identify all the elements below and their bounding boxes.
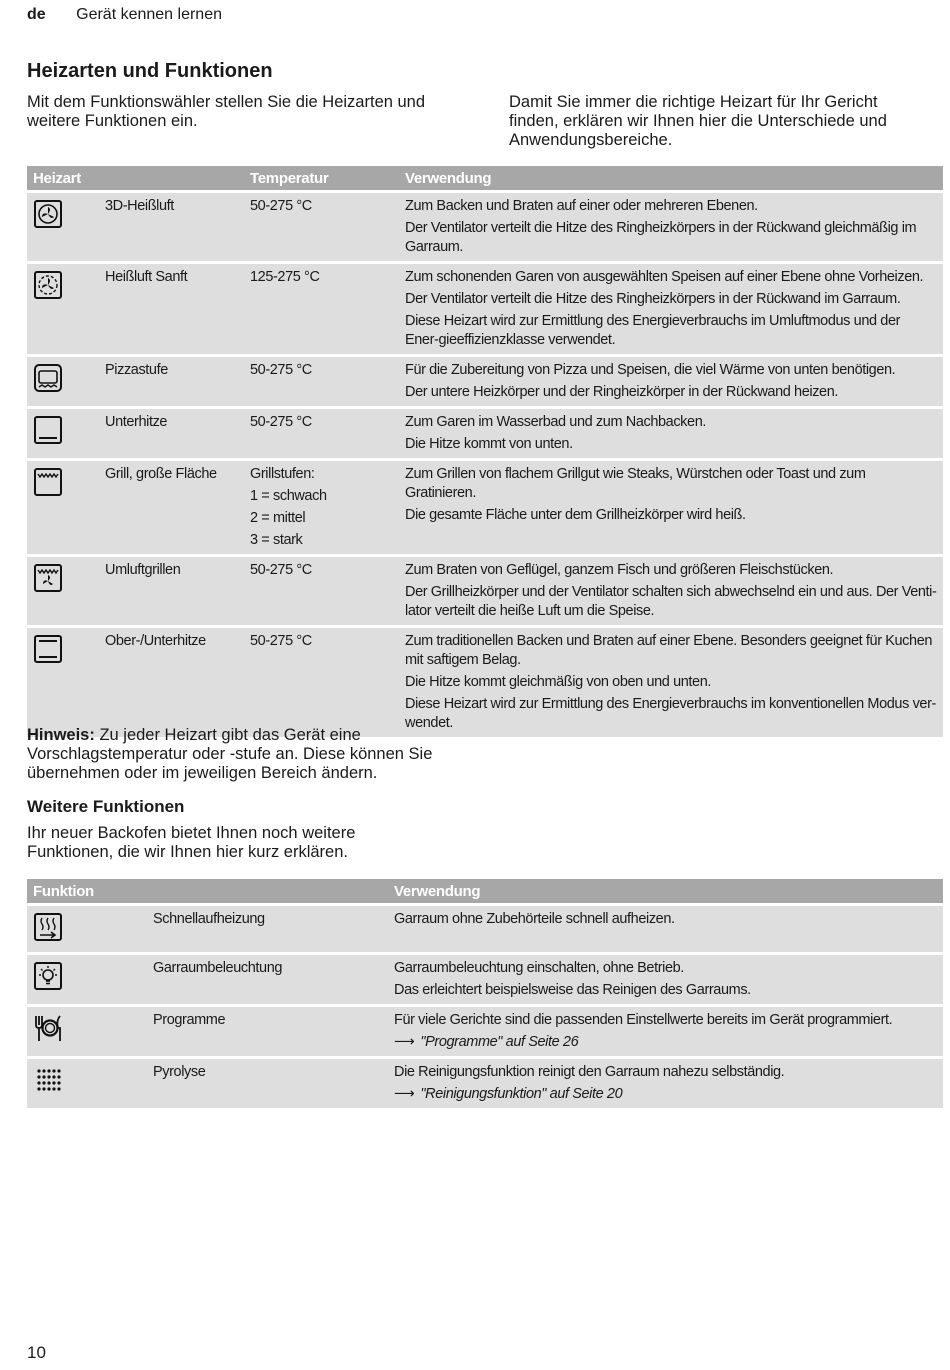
heating-mode-temperature xyxy=(244,409,399,458)
heating-mode-row xyxy=(27,193,943,261)
table-header-row xyxy=(27,166,943,190)
temperature-line: 50-275 °C xyxy=(250,198,312,214)
temperature-line: 50-275 °C xyxy=(250,633,312,649)
usage-paragraph: Die Reinigungsfunktion reinigt den Garraum nahezu selbständig. xyxy=(394,1064,785,1080)
header-temperatur: Temperatur xyxy=(244,166,399,190)
heating-mode-icon-cell xyxy=(27,461,99,554)
heating-modes-table xyxy=(27,163,943,740)
usage-paragraph: Garraum ohne Zubehörteile schnell aufheizen. xyxy=(394,911,675,927)
pizza-setting-icon xyxy=(33,363,63,393)
heating-mode-usage xyxy=(399,264,943,354)
bottom-heat-icon xyxy=(33,415,63,445)
heating-mode-usage xyxy=(399,409,943,458)
header-heizart: Heizart xyxy=(27,166,244,190)
function-usage xyxy=(388,955,943,1004)
function-row xyxy=(27,1059,943,1108)
usage-paragraph: Die gesamte Fläche unter dem Grillheizkörper wird heiß. xyxy=(405,507,746,523)
grill-large-area-icon xyxy=(33,467,63,497)
function-name: Programme xyxy=(147,1007,388,1056)
heating-mode-temperature xyxy=(244,193,399,261)
function-name: Schnellaufheizung xyxy=(147,906,388,952)
heating-mode-icon-cell xyxy=(27,264,99,354)
cross-reference[interactable] xyxy=(394,1033,937,1052)
temperature-line: 50-275 °C xyxy=(250,414,312,430)
temperature-line: 2 = mittel xyxy=(250,510,306,526)
table-header-row xyxy=(27,879,943,903)
function-usage xyxy=(388,1059,943,1108)
section-heading-weitere: Weitere Funktionen xyxy=(27,797,185,816)
function-name: Garraumbeleuchtung xyxy=(147,955,388,1004)
usage-paragraph: Das erleichtert beispielsweise das Reinigen des Garraums. xyxy=(394,982,751,998)
usage-paragraph: Der Ventilator verteilt die Hitze des Ringheizkörpers in der Rückwand im Garraum. xyxy=(405,291,901,307)
usage-paragraph: Der untere Heizkörper und der Ringheizkörper in der Rückwand heizen. xyxy=(405,384,839,400)
temperature-line: Grillstufen: xyxy=(250,466,315,482)
cross-reference[interactable] xyxy=(394,1085,937,1104)
heating-mode-row xyxy=(27,557,943,625)
note-label: Hinweis: xyxy=(27,726,95,744)
heating-mode-temperature xyxy=(244,628,399,737)
note xyxy=(27,726,477,783)
heating-mode-name: Umluftgrillen xyxy=(99,557,244,625)
temperature-line: 3 = stark xyxy=(250,532,303,548)
top-bottom-heat-icon xyxy=(33,634,63,664)
gentle-hot-air-fan-icon xyxy=(33,270,63,300)
heating-mode-name: Pizzastufe xyxy=(99,357,244,406)
note-text: Zu jeder Heizart gibt das Gerät eine Vorschlagstemperatur oder -stufe an. Diese können Sie übernehmen oder im jeweiligen Bereich ändern. xyxy=(27,726,433,782)
heating-mode-temperature xyxy=(244,264,399,354)
heating-mode-usage xyxy=(399,557,943,625)
page-number: 10 xyxy=(27,1343,46,1362)
usage-paragraph: Für die Zubereitung von Pizza und Speisen, die viel Wärme von unten benötigen. xyxy=(405,362,896,378)
heating-mode-row xyxy=(27,264,943,354)
rapid-heating-icon xyxy=(33,912,63,942)
page-title: Heizarten und Funktionen xyxy=(27,60,273,82)
heating-mode-usage xyxy=(399,461,943,554)
heating-mode-row xyxy=(27,628,943,737)
language-tag: de xyxy=(27,6,46,23)
functions-table xyxy=(27,876,943,1111)
function-icon-cell xyxy=(27,955,147,1004)
usage-paragraph: Diese Heizart wird zur Ermittlung des Energieverbrauchs im Umluftmodus und der Ener-gieeffizienzklasse verwendet. xyxy=(405,313,901,348)
function-row xyxy=(27,955,943,1004)
heating-mode-icon-cell xyxy=(27,357,99,406)
function-name: Pyrolyse xyxy=(147,1059,388,1108)
heating-mode-name: 3D-Heißluft xyxy=(99,193,244,261)
usage-paragraph: Zum Grillen von flachem Grillgut wie Steaks, Würstchen oder Toast und zum Gratinieren. xyxy=(405,466,866,501)
usage-paragraph: Zum schonenden Garen von ausgewählten Speisen auf einer Ebene ohne Vorheizen. xyxy=(405,269,924,285)
heating-mode-usage xyxy=(399,357,943,406)
heating-mode-name: Heißluft Sanft xyxy=(99,264,244,354)
temperature-line: 50-275 °C xyxy=(250,562,312,578)
heating-mode-temperature xyxy=(244,461,399,554)
heating-mode-usage xyxy=(399,628,943,737)
3d-hot-air-fan-icon xyxy=(33,199,63,229)
intro-right: Damit Sie immer die richtige Heizart für Ihr Gericht finden, erklären wir Ihnen hier die Unterschiede und Anwendungsbereiche. xyxy=(509,93,887,149)
programs-plate-cutlery-icon xyxy=(33,1013,63,1043)
heating-mode-icon-cell xyxy=(27,409,99,458)
weitere-intro: Ihr neuer Backofen bietet Ihnen noch weitere Funktionen, die wir Ihnen hier kurz erklären. xyxy=(27,824,356,861)
usage-paragraph: Zum traditionellen Backen und Braten auf einer Ebene. Besonders geeignet für Kuchen mit saftigem Belag. xyxy=(405,633,933,668)
cross-reference-link[interactable]: "Programme" auf Seite 26 xyxy=(420,1034,579,1050)
function-row xyxy=(27,1007,943,1056)
header-verwendung: Verwendung xyxy=(399,166,943,190)
temperature-line: 1 = schwach xyxy=(250,488,327,504)
usage-paragraph: Zum Garen im Wasserbad und zum Nachbacken. xyxy=(405,414,706,430)
heating-mode-usage xyxy=(399,193,943,261)
usage-paragraph: Diese Heizart wird zur Ermittlung des Energieverbrauchs im konventionellen Modus ver-wendet. xyxy=(405,696,936,731)
heating-mode-row xyxy=(27,357,943,406)
header-funktion: Funktion xyxy=(27,879,388,903)
section-title: Gerät kennen lernen xyxy=(76,6,222,23)
heating-mode-temperature xyxy=(244,357,399,406)
usage-paragraph: Der Grillheizkörper und der Ventilator schalten sich abwechselnd ein und aus. Der Venti-lator verteilt die heiße Luft um die Speise. xyxy=(405,584,937,619)
arrow-right-icon: ⟶ xyxy=(394,1034,415,1050)
usage-paragraph: Die Hitze kommt gleichmäßig von oben und unten. xyxy=(405,674,712,690)
cross-reference-link[interactable]: "Reinigungsfunktion" auf Seite 20 xyxy=(420,1086,623,1102)
usage-paragraph: Zum Backen und Braten auf einer oder mehreren Ebenen. xyxy=(405,198,758,214)
function-usage xyxy=(388,906,943,952)
arrow-right-icon: ⟶ xyxy=(394,1086,415,1102)
function-row xyxy=(27,906,943,952)
usage-paragraph: Garraumbeleuchtung einschalten, ohne Betrieb. xyxy=(394,960,684,976)
circulated-air-grill-icon xyxy=(33,563,63,593)
temperature-line: 50-275 °C xyxy=(250,362,312,378)
heating-mode-row xyxy=(27,461,943,554)
heating-mode-name: Grill, große Fläche xyxy=(99,461,244,554)
usage-paragraph: Für viele Gerichte sind die passenden Einstellwerte bereits im Gerät programmiert. xyxy=(394,1012,893,1028)
heating-mode-row xyxy=(27,409,943,458)
heating-mode-name: Unterhitze xyxy=(99,409,244,458)
oven-light-icon xyxy=(33,961,63,991)
heating-mode-name: Ober-/Unterhitze xyxy=(99,628,244,737)
temperature-line: 125-275 °C xyxy=(250,269,320,285)
function-usage xyxy=(388,1007,943,1056)
heating-mode-icon-cell xyxy=(27,557,99,625)
function-icon-cell xyxy=(27,906,147,952)
usage-paragraph: Die Hitze kommt von unten. xyxy=(405,436,573,452)
heating-mode-icon-cell xyxy=(27,193,99,261)
function-icon-cell xyxy=(27,1007,147,1056)
usage-paragraph: Der Ventilator verteilt die Hitze des Ringheizkörpers in der Rückwand gleichmäßig im Garraum. xyxy=(405,220,917,255)
usage-paragraph: Zum Braten von Geflügel, ganzem Fisch und größeren Fleischstücken. xyxy=(405,562,834,578)
heating-mode-temperature xyxy=(244,557,399,625)
header-verwendung: Verwendung xyxy=(388,879,943,903)
heating-mode-icon-cell xyxy=(27,628,99,737)
intro-left: Mit dem Funktionswähler stellen Sie die Heizarten und weitere Funktionen ein. xyxy=(27,93,426,130)
running-header xyxy=(27,6,222,24)
function-icon-cell xyxy=(27,1059,147,1108)
pyrolysis-icon xyxy=(33,1065,63,1095)
